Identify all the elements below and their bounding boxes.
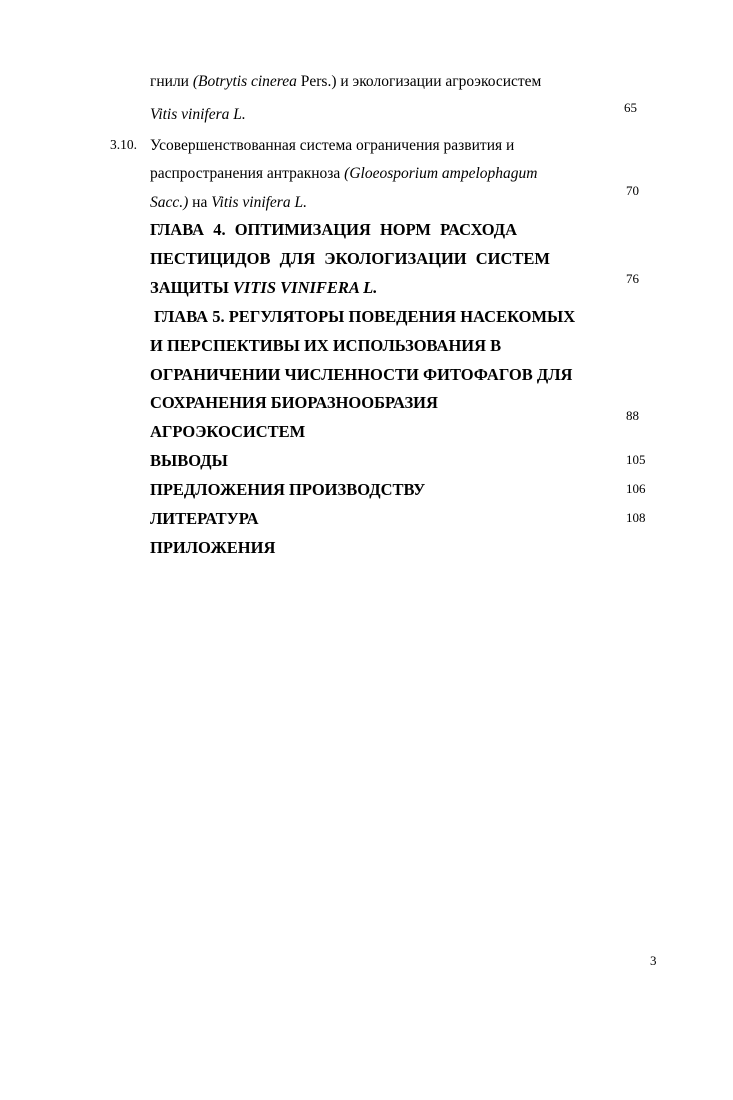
toc-page-number: 88: [626, 408, 639, 423]
toc-chapter-line: ПЕСТИЦИДОВ ДЛЯ ЭКОЛОГИЗАЦИИ СИСТЕМ: [150, 249, 550, 268]
toc-page-number: 108: [626, 510, 646, 525]
toc-chapter-line: ОГРАНИЧЕНИИ ЧИСЛЕННОСТИ ФИТОФАГОВ ДЛЯ: [150, 365, 573, 384]
page-number: 3: [650, 953, 657, 968]
toc-page-number: 76: [626, 271, 639, 286]
toc-chapter-line: АГРОЭКОСИСТЕМ: [150, 422, 306, 441]
toc-chapter-line: ПРЕДЛОЖЕНИЯ ПРОИЗВОДСТВУ: [150, 480, 426, 499]
toc-chapter-line: ЛИТЕРАТУРА: [150, 509, 259, 528]
toc-entry-line: Vitis vinifera L.: [150, 106, 246, 123]
toc-chapter-line: ВЫВОДЫ: [150, 451, 228, 470]
toc-page-number: 65: [624, 100, 637, 115]
toc-chapter-line: И ПЕРСПЕКТИВЫ ИХ ИСПОЛЬЗОВАНИЯ В: [150, 336, 502, 355]
toc-chapter-line: ГЛАВА 5. РЕГУЛЯТОРЫ ПОВЕДЕНИЯ НАСЕКОМЫХ: [154, 307, 576, 326]
toc-entry-line: распространения антракноза (Gloeosporium ampelophagum: [150, 165, 538, 182]
toc-chapter-line: СОХРАНЕНИЯ БИОРАЗНООБРАЗИЯ: [150, 393, 438, 412]
toc-page-number: 105: [626, 452, 646, 467]
toc-page-number: 106: [626, 481, 646, 496]
toc-entry-line: гнили (Botrytis cinerea Pers.) и экологизации агроэкосистем: [150, 73, 542, 90]
toc-page-number: 70: [626, 183, 639, 198]
toc-entry-line: Sacc.) на Vitis vinifera L.: [150, 194, 307, 211]
toc-chapter-line: ГЛАВА 4. ОПТИМИЗАЦИЯ НОРМ РАСХОДА: [150, 220, 518, 239]
toc-section-number: 3.10.: [110, 137, 137, 152]
toc-chapter-line: ЗАЩИТЫ VITIS VINIFERA L.: [150, 278, 378, 297]
toc-entry-line: Усовершенствованная система ограничения развития и: [150, 137, 515, 154]
toc-chapter-line: ПРИЛОЖЕНИЯ: [150, 538, 276, 557]
